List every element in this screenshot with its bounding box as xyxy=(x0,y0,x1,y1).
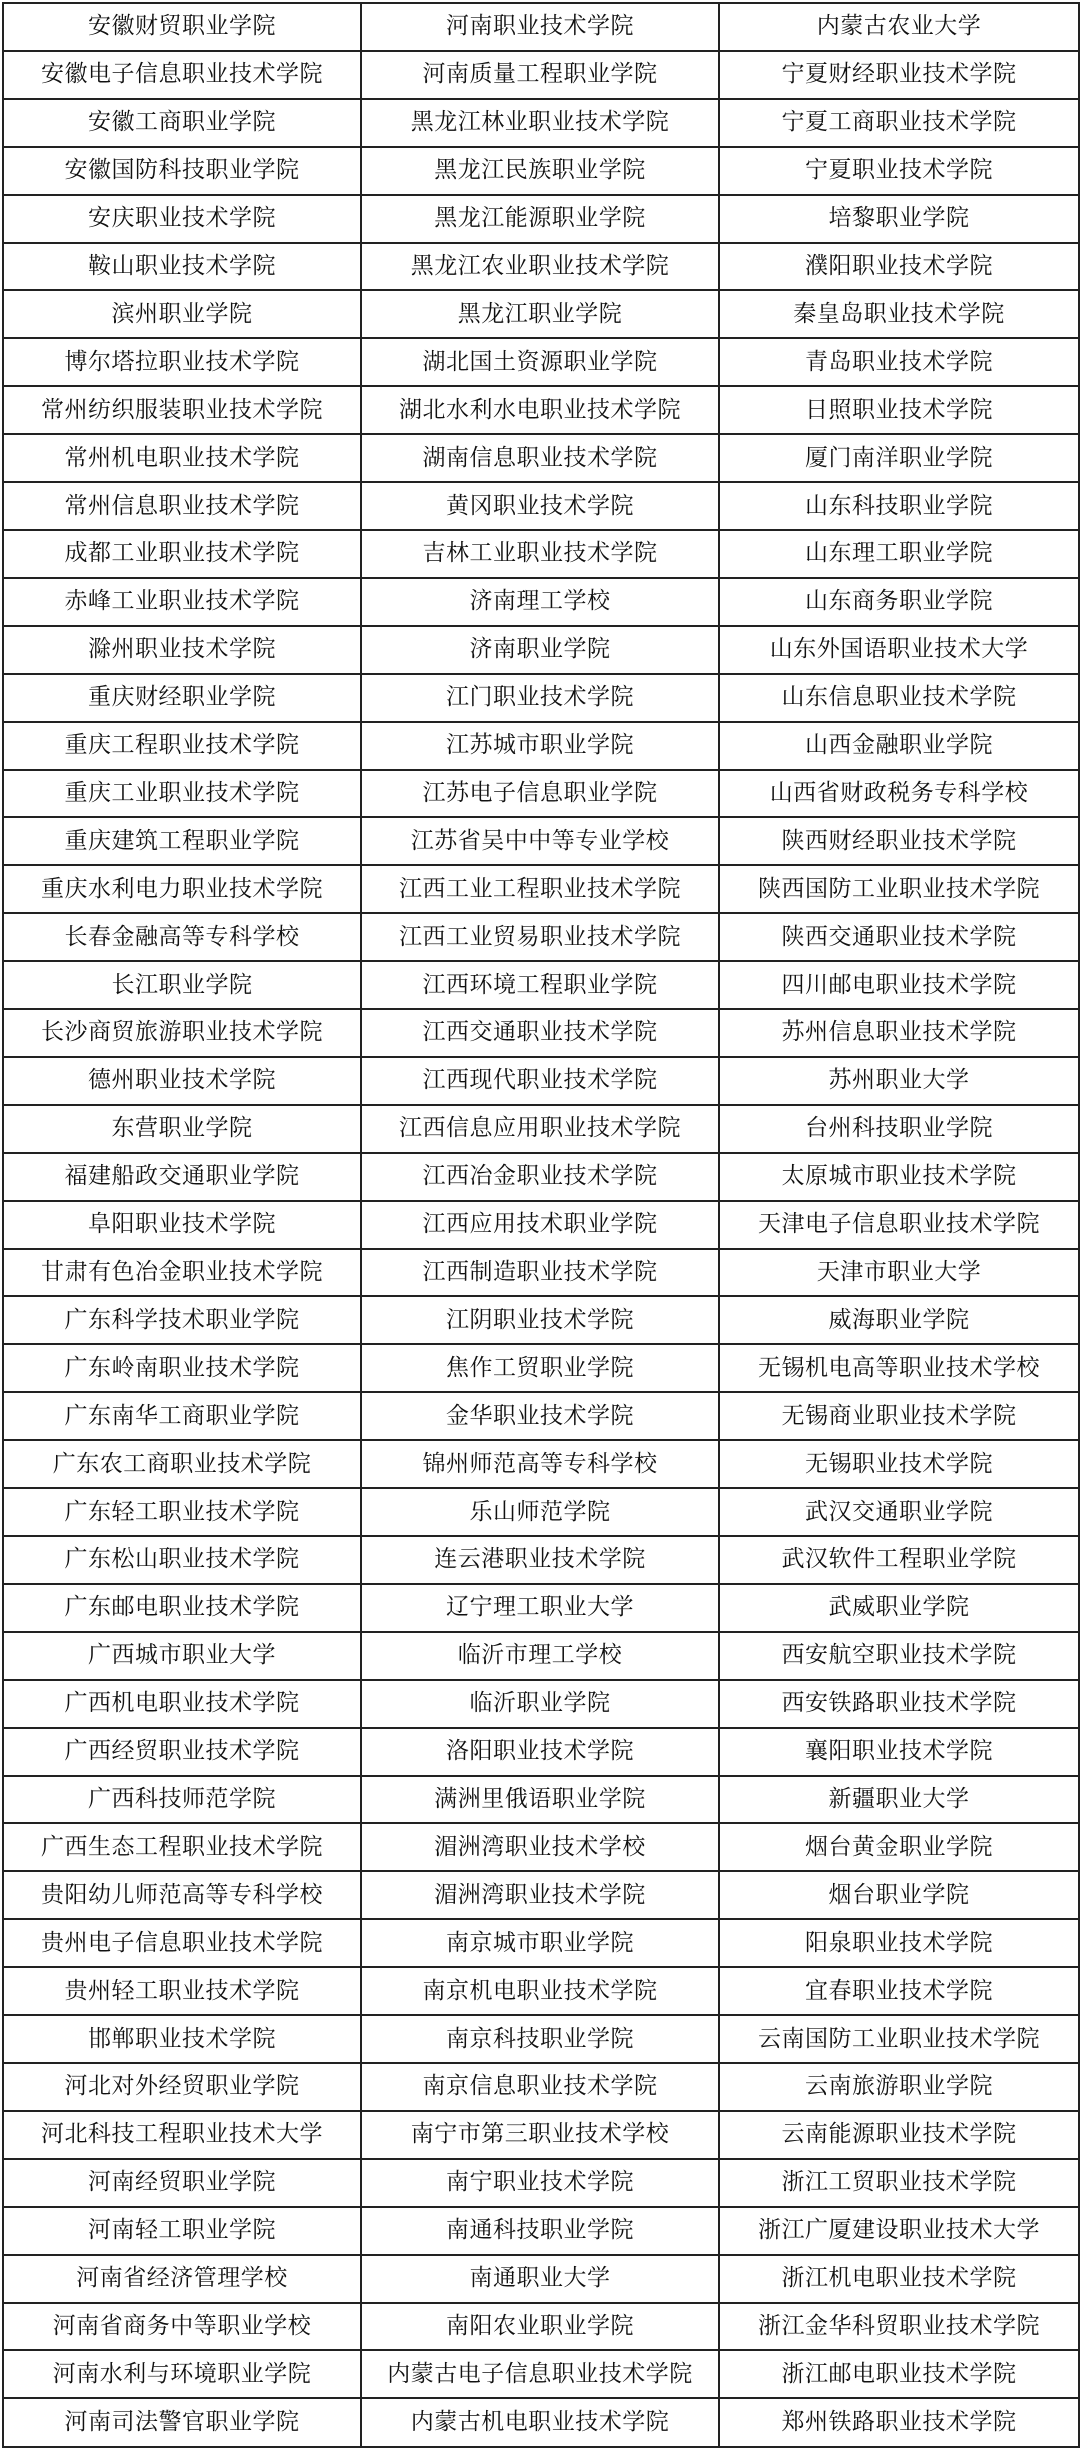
school-name-cell: 黑龙江农业职业技术学院 xyxy=(361,243,719,291)
school-name-cell: 黑龙江林业职业技术学院 xyxy=(361,99,719,147)
school-name-cell: 吉林工业职业技术学院 xyxy=(361,530,719,578)
school-name-cell: 天津市职业大学 xyxy=(719,1249,1079,1297)
school-name-cell: 浙江机电职业技术学院 xyxy=(719,2255,1079,2303)
school-name-cell: 邯郸职业技术学院 xyxy=(3,2015,361,2063)
school-name-cell: 焦作工贸职业学院 xyxy=(361,1344,719,1392)
table-row xyxy=(3,2255,1079,2303)
school-name-cell: 武汉软件工程职业学院 xyxy=(719,1536,1079,1584)
school-name-cell: 江西冶金职业技术学院 xyxy=(361,1153,719,1201)
school-name-cell: 重庆建筑工程职业学院 xyxy=(3,817,361,865)
school-name-cell: 新疆职业大学 xyxy=(719,1776,1079,1824)
table-row xyxy=(3,243,1079,291)
school-name-cell: 河南职业技术学院 xyxy=(361,3,719,51)
table-row xyxy=(3,961,1079,1009)
table-row xyxy=(3,2303,1079,2351)
school-name-cell: 台州科技职业学院 xyxy=(719,1105,1079,1153)
table-row xyxy=(3,1201,1079,1249)
school-name-cell: 满洲里俄语职业学院 xyxy=(361,1776,719,1824)
table-row xyxy=(3,482,1079,530)
school-name-cell: 广东南华工商职业学院 xyxy=(3,1392,361,1440)
school-name-cell: 广东邮电职业技术学院 xyxy=(3,1584,361,1632)
school-name-cell: 湖南信息职业技术学院 xyxy=(361,434,719,482)
school-name-cell: 襄阳职业技术学院 xyxy=(719,1728,1079,1776)
school-name-cell: 河南省经济管理学校 xyxy=(3,2255,361,2303)
school-name-cell: 苏州信息职业技术学院 xyxy=(719,1009,1079,1057)
school-name-cell: 云南旅游职业学院 xyxy=(719,2063,1079,2111)
school-name-cell: 长春金融高等专科学校 xyxy=(3,913,361,961)
table-row xyxy=(3,290,1079,338)
school-name-cell: 河南司法警官职业学院 xyxy=(3,2398,361,2447)
school-name-cell: 江西环境工程职业学院 xyxy=(361,961,719,1009)
school-name-cell: 重庆水利电力职业技术学院 xyxy=(3,865,361,913)
school-name-cell: 烟台黄金职业学院 xyxy=(719,1823,1079,1871)
school-name-cell: 安徽电子信息职业技术学院 xyxy=(3,51,361,99)
school-name-cell: 黑龙江能源职业学院 xyxy=(361,195,719,243)
school-name-cell: 河南质量工程职业学院 xyxy=(361,51,719,99)
school-name-cell: 太原城市职业技术学院 xyxy=(719,1153,1079,1201)
school-name-cell: 江西工业工程职业技术学院 xyxy=(361,865,719,913)
school-name-cell: 武汉交通职业学院 xyxy=(719,1488,1079,1536)
school-name-cell: 湖北国土资源职业学院 xyxy=(361,338,719,386)
school-name-cell: 青岛职业技术学院 xyxy=(719,338,1079,386)
table-row xyxy=(3,1680,1079,1728)
school-name-cell: 山东科技职业学院 xyxy=(719,482,1079,530)
school-name-cell: 南阳农业职业学院 xyxy=(361,2303,719,2351)
school-name-cell: 陕西交通职业技术学院 xyxy=(719,913,1079,961)
table-row xyxy=(3,1871,1079,1919)
school-name-cell: 常州纺织服装职业技术学院 xyxy=(3,386,361,434)
table-row xyxy=(3,2350,1079,2398)
table-row xyxy=(3,1488,1079,1536)
table-row xyxy=(3,1967,1079,2015)
school-name-cell: 浙江广厦建设职业技术大学 xyxy=(719,2207,1079,2255)
school-name-cell: 广东松山职业技术学院 xyxy=(3,1536,361,1584)
school-name-cell: 甘肃有色冶金职业技术学院 xyxy=(3,1249,361,1297)
table-row xyxy=(3,338,1079,386)
school-name-cell: 浙江工贸职业技术学院 xyxy=(719,2159,1079,2207)
school-name-cell: 济南职业学院 xyxy=(361,626,719,674)
table-row xyxy=(3,1344,1079,1392)
school-name-cell: 陕西国防工业职业技术学院 xyxy=(719,865,1079,913)
school-name-cell: 烟台职业学院 xyxy=(719,1871,1079,1919)
school-name-cell: 南通职业大学 xyxy=(361,2255,719,2303)
school-name-cell: 苏州职业大学 xyxy=(719,1057,1079,1105)
school-name-cell: 阜阳职业技术学院 xyxy=(3,1201,361,1249)
table-row xyxy=(3,2111,1079,2159)
school-name-cell: 乐山师范学院 xyxy=(361,1488,719,1536)
school-name-cell: 宁夏工商职业技术学院 xyxy=(719,99,1079,147)
school-name-cell: 广西生态工程职业技术学院 xyxy=(3,1823,361,1871)
school-name-cell: 无锡职业技术学院 xyxy=(719,1440,1079,1488)
school-name-cell: 湄洲湾职业技术学校 xyxy=(361,1823,719,1871)
school-name-cell: 黑龙江职业学院 xyxy=(361,290,719,338)
table-row xyxy=(3,1009,1079,1057)
school-name-cell: 广东岭南职业技术学院 xyxy=(3,1344,361,1392)
school-name-cell: 德州职业技术学院 xyxy=(3,1057,361,1105)
school-name-cell: 江西交通职业技术学院 xyxy=(361,1009,719,1057)
school-name-cell: 山东理工职业学院 xyxy=(719,530,1079,578)
school-name-cell: 洛阳职业技术学院 xyxy=(361,1728,719,1776)
school-name-cell: 安庆职业技术学院 xyxy=(3,195,361,243)
school-name-cell: 无锡商业职业技术学院 xyxy=(719,1392,1079,1440)
table-body xyxy=(3,3,1079,2447)
school-name-cell: 江西制造职业技术学院 xyxy=(361,1249,719,1297)
table-row xyxy=(3,817,1079,865)
school-name-cell: 秦皇岛职业技术学院 xyxy=(719,290,1079,338)
school-name-cell: 浙江金华科贸职业技术学院 xyxy=(719,2303,1079,2351)
school-name-cell: 广西科技师范学院 xyxy=(3,1776,361,1824)
table-row xyxy=(3,1536,1079,1584)
school-name-cell: 宁夏财经职业技术学院 xyxy=(719,51,1079,99)
school-name-cell: 江苏电子信息职业学院 xyxy=(361,770,719,818)
table-row xyxy=(3,1392,1079,1440)
table-row xyxy=(3,1153,1079,1201)
school-name-cell: 贵州电子信息职业技术学院 xyxy=(3,1919,361,1967)
table-row xyxy=(3,1296,1079,1344)
school-name-cell: 内蒙古电子信息职业技术学院 xyxy=(361,2350,719,2398)
school-name-cell: 河北对外经贸职业学院 xyxy=(3,2063,361,2111)
school-name-cell: 广东轻工职业技术学院 xyxy=(3,1488,361,1536)
table-row xyxy=(3,2398,1079,2447)
school-name-cell: 贵州轻工职业技术学院 xyxy=(3,1967,361,2015)
school-name-cell: 临沂职业学院 xyxy=(361,1680,719,1728)
table-row xyxy=(3,147,1079,195)
school-name-cell: 鞍山职业技术学院 xyxy=(3,243,361,291)
school-name-cell: 西安航空职业技术学院 xyxy=(719,1632,1079,1680)
school-name-cell: 江西工业贸易职业技术学院 xyxy=(361,913,719,961)
school-name-cell: 江门职业技术学院 xyxy=(361,674,719,722)
table-row xyxy=(3,2063,1079,2111)
table-row xyxy=(3,578,1079,626)
school-name-cell: 云南国防工业职业技术学院 xyxy=(719,2015,1079,2063)
table-row xyxy=(3,1584,1079,1632)
table-row xyxy=(3,1919,1079,1967)
school-name-cell: 博尔塔拉职业技术学院 xyxy=(3,338,361,386)
school-name-cell: 重庆工业职业技术学院 xyxy=(3,770,361,818)
school-name-cell: 连云港职业技术学院 xyxy=(361,1536,719,1584)
school-name-cell: 成都工业职业技术学院 xyxy=(3,530,361,578)
school-name-cell: 西安铁路职业技术学院 xyxy=(719,1680,1079,1728)
school-name-cell: 福建船政交通职业学院 xyxy=(3,1153,361,1201)
school-name-cell: 长沙商贸旅游职业技术学院 xyxy=(3,1009,361,1057)
school-name-cell: 南京机电职业技术学院 xyxy=(361,1967,719,2015)
school-name-cell: 滁州职业技术学院 xyxy=(3,626,361,674)
school-name-cell: 湄洲湾职业技术学院 xyxy=(361,1871,719,1919)
school-name-cell: 无锡机电高等职业技术学校 xyxy=(719,1344,1079,1392)
school-name-cell: 江西现代职业技术学院 xyxy=(361,1057,719,1105)
school-name-cell: 广东农工商职业技术学院 xyxy=(3,1440,361,1488)
table-row xyxy=(3,722,1079,770)
table-row xyxy=(3,99,1079,147)
table-row xyxy=(3,2015,1079,2063)
table-row xyxy=(3,1057,1079,1105)
school-name-cell: 安徽工商职业学院 xyxy=(3,99,361,147)
school-name-cell: 黑龙江民族职业学院 xyxy=(361,147,719,195)
school-name-cell: 南宁职业技术学院 xyxy=(361,2159,719,2207)
school-name-cell: 浙江邮电职业技术学院 xyxy=(719,2350,1079,2398)
school-name-cell: 广西城市职业大学 xyxy=(3,1632,361,1680)
school-name-cell: 内蒙古机电职业技术学院 xyxy=(361,2398,719,2447)
table-row xyxy=(3,913,1079,961)
school-name-cell: 河南水利与环境职业学院 xyxy=(3,2350,361,2398)
table-row xyxy=(3,530,1079,578)
school-name-cell: 南宁市第三职业技术学校 xyxy=(361,2111,719,2159)
school-name-cell: 常州机电职业技术学院 xyxy=(3,434,361,482)
school-name-cell: 江苏省吴中中等专业学校 xyxy=(361,817,719,865)
table-row xyxy=(3,1728,1079,1776)
school-name-cell: 宁夏职业技术学院 xyxy=(719,147,1079,195)
table-row xyxy=(3,195,1079,243)
school-name-cell: 厦门南洋职业学院 xyxy=(719,434,1079,482)
school-name-cell: 临沂市理工学校 xyxy=(361,1632,719,1680)
school-name-cell: 济南理工学校 xyxy=(361,578,719,626)
school-name-cell: 重庆财经职业学院 xyxy=(3,674,361,722)
school-name-cell: 南通科技职业学院 xyxy=(361,2207,719,2255)
school-name-cell: 广西机电职业技术学院 xyxy=(3,1680,361,1728)
school-name-cell: 长江职业学院 xyxy=(3,961,361,1009)
school-name-cell: 辽宁理工职业大学 xyxy=(361,1584,719,1632)
school-name-cell: 山东商务职业学院 xyxy=(719,578,1079,626)
school-name-cell: 金华职业技术学院 xyxy=(361,1392,719,1440)
school-name-cell: 日照职业技术学院 xyxy=(719,386,1079,434)
school-name-cell: 山东外国语职业技术大学 xyxy=(719,626,1079,674)
table-row xyxy=(3,3,1079,51)
school-name-cell: 威海职业学院 xyxy=(719,1296,1079,1344)
school-name-cell: 重庆工程职业技术学院 xyxy=(3,722,361,770)
school-name-cell: 安徽国防科技职业学院 xyxy=(3,147,361,195)
school-name-cell: 陕西财经职业技术学院 xyxy=(719,817,1079,865)
school-name-cell: 东营职业学院 xyxy=(3,1105,361,1153)
school-name-cell: 河南省商务中等职业学校 xyxy=(3,2303,361,2351)
school-name-cell: 濮阳职业技术学院 xyxy=(719,243,1079,291)
table-row xyxy=(3,1105,1079,1153)
school-name-cell: 江阴职业技术学院 xyxy=(361,1296,719,1344)
table-row xyxy=(3,434,1079,482)
school-name-cell: 广西经贸职业技术学院 xyxy=(3,1728,361,1776)
table-row xyxy=(3,770,1079,818)
school-name-cell: 滨州职业学院 xyxy=(3,290,361,338)
school-name-cell: 南京信息职业技术学院 xyxy=(361,2063,719,2111)
table-row xyxy=(3,1632,1079,1680)
school-name-cell: 培黎职业学院 xyxy=(719,195,1079,243)
school-name-cell: 山西金融职业学院 xyxy=(719,722,1079,770)
school-name-cell: 云南能源职业技术学院 xyxy=(719,2111,1079,2159)
school-name-cell: 江西信息应用职业技术学院 xyxy=(361,1105,719,1153)
school-name-cell: 常州信息职业技术学院 xyxy=(3,482,361,530)
school-name-cell: 山东信息职业技术学院 xyxy=(719,674,1079,722)
school-name-cell: 天津电子信息职业技术学院 xyxy=(719,1201,1079,1249)
school-name-cell: 阳泉职业技术学院 xyxy=(719,1919,1079,1967)
school-name-cell: 山西省财政税务专科学校 xyxy=(719,770,1079,818)
table-row xyxy=(3,674,1079,722)
school-name-cell: 赤峰工业职业技术学院 xyxy=(3,578,361,626)
school-name-cell: 郑州铁路职业技术学院 xyxy=(719,2398,1079,2447)
table-row xyxy=(3,626,1079,674)
table-row xyxy=(3,2207,1079,2255)
school-name-cell: 广东科学技术职业学院 xyxy=(3,1296,361,1344)
school-name-cell: 内蒙古农业大学 xyxy=(719,3,1079,51)
school-name-cell: 江苏城市职业学院 xyxy=(361,722,719,770)
school-name-cell: 黄冈职业技术学院 xyxy=(361,482,719,530)
table-row xyxy=(3,1823,1079,1871)
school-name-cell: 锦州师范高等专科学校 xyxy=(361,1440,719,1488)
school-name-cell: 南京科技职业学院 xyxy=(361,2015,719,2063)
table-row xyxy=(3,865,1079,913)
table-row xyxy=(3,386,1079,434)
school-name-cell: 江西应用技术职业学院 xyxy=(361,1201,719,1249)
school-name-cell: 武威职业学院 xyxy=(719,1584,1079,1632)
school-list-table xyxy=(2,2,1080,2448)
school-name-cell: 安徽财贸职业学院 xyxy=(3,3,361,51)
school-name-cell: 河南经贸职业学院 xyxy=(3,2159,361,2207)
table-row xyxy=(3,2159,1079,2207)
school-name-cell: 河北科技工程职业技术大学 xyxy=(3,2111,361,2159)
school-name-cell: 四川邮电职业技术学院 xyxy=(719,961,1079,1009)
table-row xyxy=(3,51,1079,99)
table-row xyxy=(3,1776,1079,1824)
school-name-cell: 湖北水利水电职业技术学院 xyxy=(361,386,719,434)
table-row xyxy=(3,1249,1079,1297)
school-name-cell: 宜春职业技术学院 xyxy=(719,1967,1079,2015)
table-row xyxy=(3,1440,1079,1488)
school-name-cell: 贵阳幼儿师范高等专科学校 xyxy=(3,1871,361,1919)
school-name-cell: 河南轻工职业学院 xyxy=(3,2207,361,2255)
school-name-cell: 南京城市职业学院 xyxy=(361,1919,719,1967)
